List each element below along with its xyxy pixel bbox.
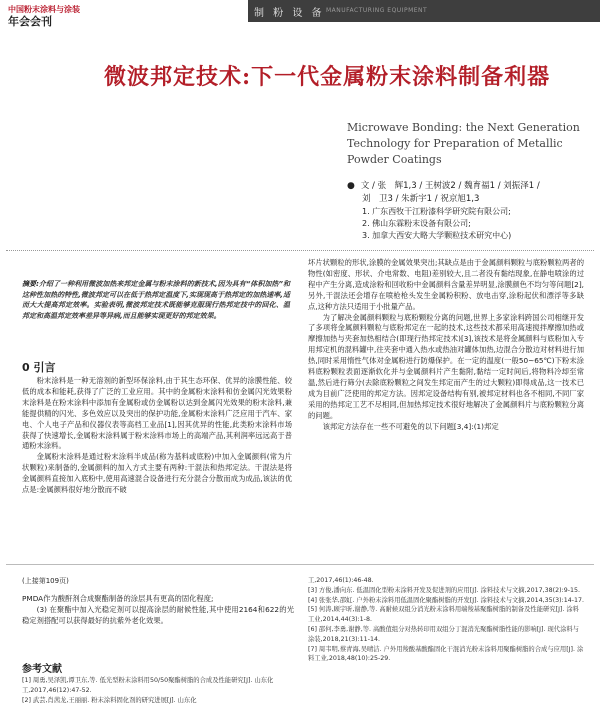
section-label-en: MANUFACTURING EQUIPMENT xyxy=(326,7,428,14)
reference-item: [7] 周韦明,蔡青海,吴晴洁. 户外用羧酸基酸酯固化干混消光粉末涂料用聚酯树脂的合成与应用[J]. 涂料工业,2018,48(10):25-29. xyxy=(308,645,584,663)
section-banner xyxy=(248,0,600,22)
paragraph: 粉末涂料是一种无溶剂的新型环保涂料,由于其生态环保、优异的涂膜性能、较低的成本和能耗,获得了广泛的工业应用。其中的金属粉末涂料和仿金属闪光效果粉末涂料是在粉末涂料中添加有金属粉或仿金属粉以达到金属闪光效果的粉末涂料,兼能提供精的闪光、多色效应以及突出的保护功能,金属粉末涂料广泛应用于汽车、家电、个人电子产品和仪器仪表等高档工业品[1],因其优异的性能,此类粉末涂料市场获得了快速增长,金属粉末涂料属于粉末涂料市场上的高端产品,其利润率远远高于普通粉末涂料。 xyxy=(22,376,292,451)
bullet-icon: ● xyxy=(347,181,355,191)
section-label: 制 粉 设 备 xyxy=(254,8,325,19)
authors-line-1: ● 文 / 张 辉1,3 / 王树波2 / 魏育福1 / 刘振泽1 / xyxy=(347,181,540,191)
affiliation-1: 1. 广东西牧干江粉漆科学研究院有限公司; xyxy=(362,207,511,216)
paragraph: 金属粉末涂料是通过粉末涂料半成品(称为基料或底粉)中加入金属颜料(常为片状颗粒)来制备的,金属颜料的加入方式主要有两种:干混法和热邦定法。干混法是将金属颜料直接加入底粉中,使用高速混合设备进行充分混合分散而成为成品,该法的优点是:金属颜料很好地分散而不破 xyxy=(22,452,292,495)
paragraph: 坏片状颗粒的形状,涂膜的金属效果突出;其缺点是由于金属颜料颗粒与底粉颗粒两者的物性(如密度、形状、介电常数、电阻)差别较大,且二者没有黏结现象,在静电喷涂的过程中产生分离,造成涂粉和回收粉中金属颜料含量差异明显,涂膜颜色不均匀等问题[2],另外,干混法还会增存在喷枪枪头发生金属粉积粉、放电击穿,涂粉起伏和漂浮等多缺点,这种方法只适用于小批量产品。 xyxy=(308,258,584,311)
abstract xyxy=(22,279,290,321)
affiliation-3: 3. 加拿大西安大略大学颗粒技术研究中心) xyxy=(362,231,512,240)
paragraph: 该邦定方法存在一些不可避免的以下问题[3,4]:(1)邦定 xyxy=(322,421,499,431)
authors-line-2: 刘 卫3 / 朱新宇1 / 祝京旭1,3 xyxy=(362,194,480,204)
article-title-en: Microwave Bonding: the Next Generation Technology for Preparation of Metallic Powder Coatings xyxy=(347,121,580,166)
paragraph: PMDA作为酸酐剂合成聚酯制备的涂层具有更高的固化程度; xyxy=(22,594,214,603)
abstract-label: 摘要: xyxy=(22,280,39,288)
abstract-text: 介绍了一种利用微波加热来邦定金属与粉末涂料的新技术,因为具有“体积加热”和这种性加热的特性,微波邦定可以在低于热邦定温度下,实现现高于热邦定的加热速率,适而大大提高邦定效率。实验表明,微波邦定技术既能够克服现行热邦定技中的回化、温邦定和高温邦定效率差异等异病,而且能够实现更好的邦定效果。 xyxy=(22,280,290,320)
right-column-body xyxy=(308,258,584,433)
references-left xyxy=(22,676,294,705)
left-column-body xyxy=(22,376,292,496)
paragraph: 为了解决金属颜料颗粒与底粉颗粒分离的问题,世界上多家涂料跨国公司相继开发了多项将金属颜料颗粒与底粉邦定在一起的技术,这些技术都采用高速搅拌摩擦加热或摩擦加热与夹套加热相结合(即现行热邦定技术)[3],该技术是将金属颜料与底粉加入专用邦定机的混料罐中,往夹套中通入热水或热油对罐体加热,边混合分散边对材料进行加热,同时采用惰性气体对金属粉进行防爆保护。在一定的温度(一般50~65℃)下粉末涂料底粉颗粒表面逐渐软化并与金属颜料片产生黏附,黏结一定时间后,将物料冷却至常温,然后进行筛分(去除底粉颗粒之间发生邦定而产生的过大颗粒)即得成品,这一技术已成为目前广泛使用的邦定方法。因邦定设备结构有别,被邦定材料也各不相同,不同厂家采用的热邦定工艺不尽相同,但加热邦定技术很好地解决了金属颜料片与底粉颗粒分离的问题。 xyxy=(308,312,584,420)
journal-org: 中国粉末涂料与涂装 xyxy=(8,5,80,14)
author-block xyxy=(347,180,597,242)
article-divider xyxy=(6,564,594,566)
reference-item: [6] 邵何,李勇,谢静,等. 高酸值组分对热转印用双组分丁混消光聚酯树脂性能的影响[J]. 现代涂料与涂装,2018,21(3):11-14. xyxy=(308,625,579,643)
reference-item: [4] 张张华,邵虹. 户外粉末涂料用低温固化聚酯树脂的开发[J]. 涂料技术与文摘,2014,35(3):14-17. xyxy=(308,596,584,604)
continued-body xyxy=(22,594,294,627)
reference-item: [5] 何涛,顾宇昕,谢静,等. 高耐候双组分消光粉末涂料用端羧基聚酯树脂的制备及性能研究[J]. 涂料工业,2014,44(3):1-8. xyxy=(308,606,579,624)
journal-header xyxy=(8,4,126,38)
references-heading: 参考文献 xyxy=(22,664,62,675)
paragraph: (3) 在聚酯中加入光稳定剂可以提高涂层的耐候性能,其中使用2164和622的光稳定剂搭配可以获得最好的抗紫外老化效果。 xyxy=(22,604,294,625)
reference-item: [1] 周勇,吴泽凯,谭卫东,等. 低光型粉末涂料用50/50聚酯树脂的合成及性能研究[J]. 山东化工,2017,46(12):47-52. xyxy=(22,677,274,694)
section-heading-intro: 0 引言 xyxy=(22,361,56,374)
reference-item: 工,2017,46(1):46-48. xyxy=(308,577,374,584)
affiliation-2: 2. 佛山东霖粉末设备有限公司; xyxy=(362,219,471,228)
references-right xyxy=(308,576,584,664)
continued-note: (上接第109页) xyxy=(22,577,69,585)
reference-item: [3] 方俊,潘向东. 低温固化型粉末涂料开发及促进剂的应用[J]. 涂料技术与文摘,2017,38(2):9-15. xyxy=(308,586,580,594)
reference-item: [2] 武芸,肖茜龙,王丽丽. 粉末涂料固化剂的研究进展[J]. 山东化 xyxy=(22,696,197,704)
header-divider xyxy=(6,250,594,252)
article-title: 微波邦定技术:下一代金属粉末涂料制备利器 xyxy=(104,64,551,90)
journal-event: 年会会刊 xyxy=(8,15,52,28)
